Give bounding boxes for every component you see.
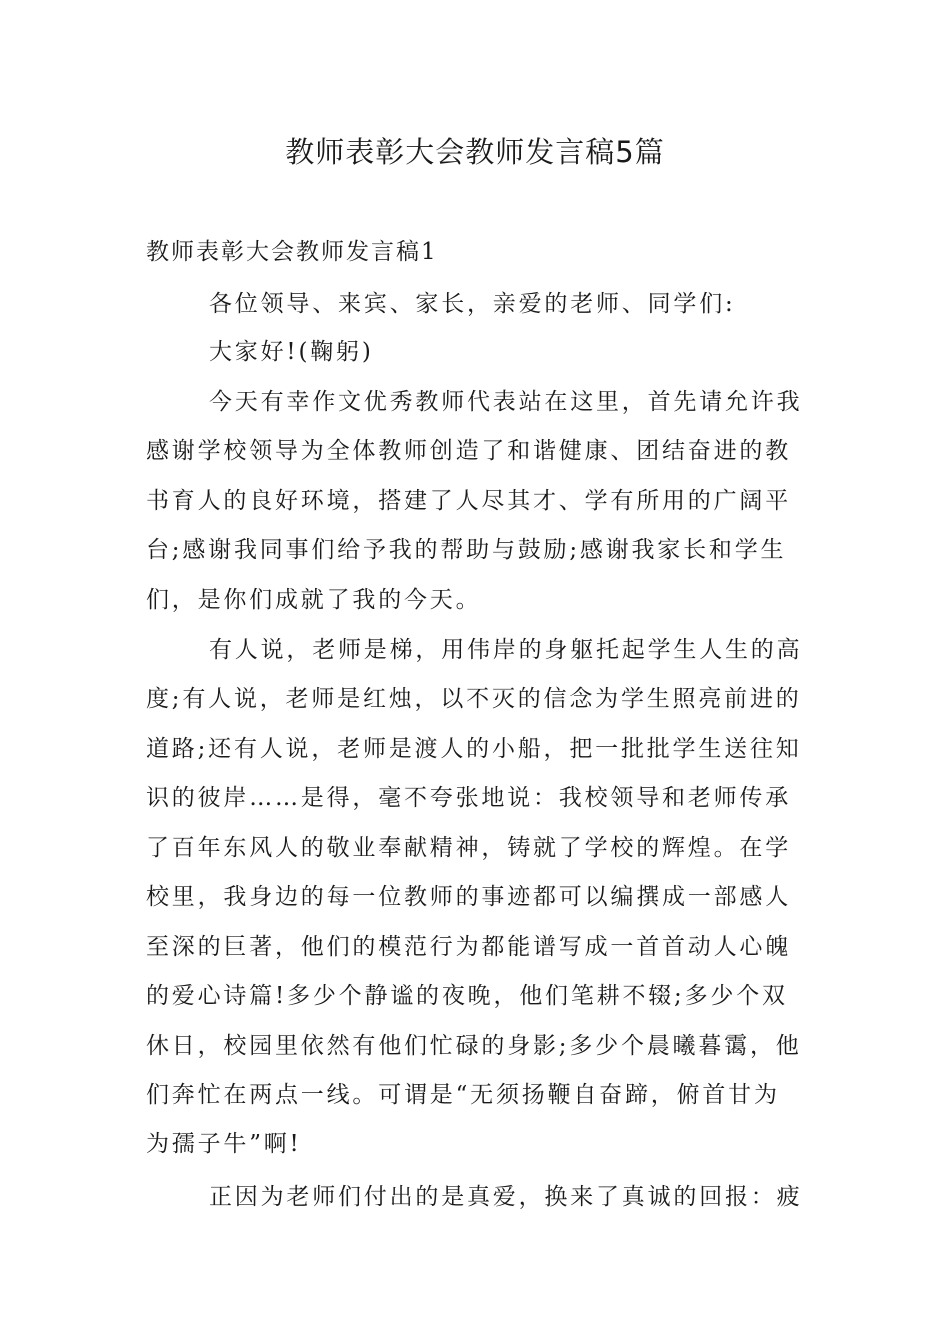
text-line: 道路;还有人说，老师是渡人的小船，把一批批学生送往知 xyxy=(146,736,802,762)
text-line: 了百年东风人的敬业奉献精神，铸就了学校的辉煌。在学 xyxy=(146,835,791,861)
text-line: 台;感谢我同事们给予我的帮助与鼓励;感谢我家长和学生 xyxy=(146,537,787,563)
text-line: 们，是你们成就了我的今天。 xyxy=(146,587,482,613)
text-line: 书育人的良好环境，搭建了人尽其才、学有所用的广阔平 xyxy=(146,488,791,514)
text-line: 正因为老师们付出的是真爱，换来了真诚的回报：疲 xyxy=(209,1184,803,1210)
text-line: 有人说，老师是梯，用伟岸的身躯托起学生人生的高 xyxy=(209,637,803,663)
document-title: 教师表彰大会教师发言稿5篇 xyxy=(285,135,665,169)
text-line: 的爱心诗篇!多少个静谧的夜晚，他们笔耕不辍;多少个双 xyxy=(146,983,788,1009)
text-line: 休日，校园里依然有他们忙碌的身影;多少个晨曦暮霭，他 xyxy=(146,1033,802,1059)
text-line: 各位领导、来宾、家长，亲爱的老师、同学们: xyxy=(209,291,736,317)
text-line: 校里，我身边的每一位教师的事迹都可以编撰成一部感人 xyxy=(146,884,791,910)
text-line: 感谢学校领导为全体教师创造了和谐健康、团结奋进的教 xyxy=(146,438,791,464)
text-line: 为孺子牛”啊! xyxy=(146,1131,302,1157)
text-line: 度;有人说，老师是红烛，以不灭的信念为学生照亮前进的 xyxy=(146,686,802,712)
text-line: 大家好!(鞠躬) xyxy=(209,339,374,365)
text-line: 至深的巨著，他们的模范行为都能谱写成一首首动人心魄 xyxy=(146,934,791,960)
text-line: 们奔忙在两点一线。可谓是“无须扬鞭自奋蹄，俯首甘为 xyxy=(146,1082,780,1108)
section-heading: 教师表彰大会教师发言稿1 xyxy=(146,239,438,265)
text-line: 今天有幸作文优秀教师代表站在这里，首先请允许我 xyxy=(209,389,803,415)
text-line: 识的彼岸……是得，毫不夸张地说：我校领导和老师传承 xyxy=(146,785,791,811)
